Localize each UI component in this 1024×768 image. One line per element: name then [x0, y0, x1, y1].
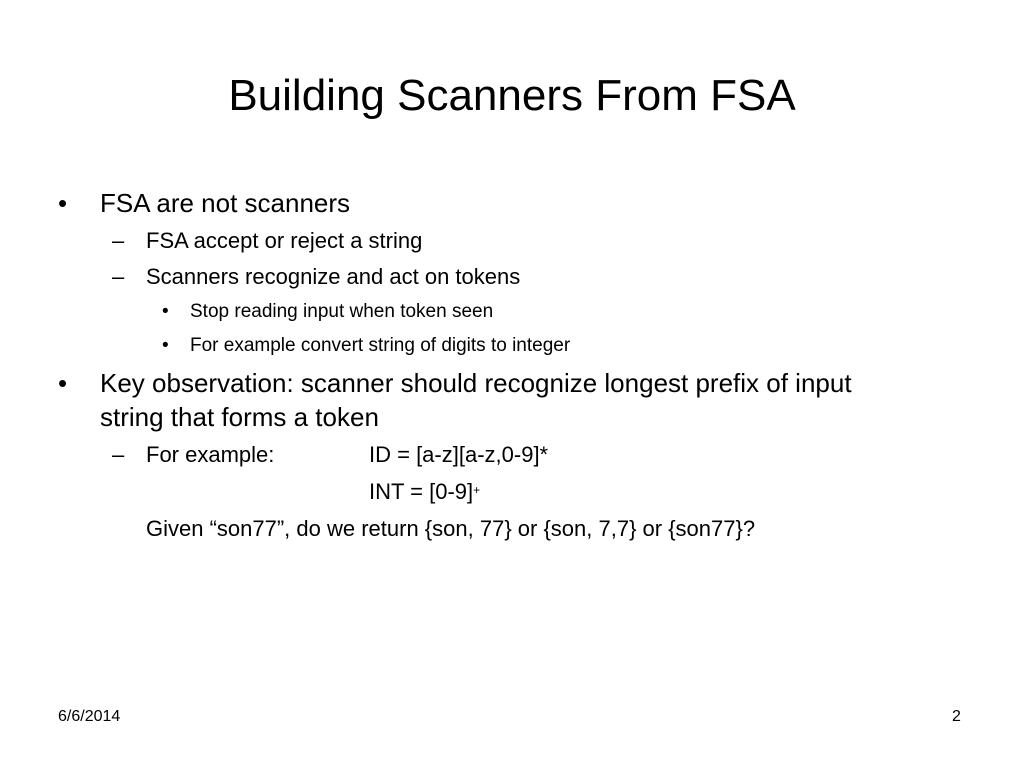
bullet-text-line-2: string that forms a token: [100, 402, 379, 432]
bullet-text: FSA are not scanners: [100, 188, 351, 218]
dash-marker: –: [112, 264, 125, 289]
sub-bullet-text: FSA accept or reject a string: [146, 228, 423, 253]
footer-page-number: 2: [952, 708, 961, 725]
bullet-marker: •: [58, 368, 68, 398]
int-rule-superscript: +: [473, 483, 481, 497]
dash-marker: –: [112, 228, 125, 253]
footer-date: 6/6/2014: [58, 708, 121, 725]
dash-marker: –: [112, 442, 125, 467]
example-question: Given “son77”, do we return {son, 77} or {son, 7,7} or {son77}?: [146, 516, 756, 541]
bullet-text-line-1: Key observation: scanner should recognize longest prefix of input: [100, 368, 852, 398]
bullet-marker: •: [162, 301, 169, 322]
int-rule: [369, 478, 480, 506]
id-rule: ID = [a-z][a-z,0-9]*: [369, 442, 549, 467]
example-label: For example:: [146, 442, 275, 467]
sub-bullet-text: Scanners recognize and act on tokens: [146, 264, 521, 289]
bullet-marker: •: [58, 188, 68, 218]
bullet-marker: •: [162, 335, 169, 356]
sub-sub-bullet-text: For example convert string of digits to integer: [190, 335, 571, 356]
int-rule-text: INT = [0-9]: [369, 479, 474, 504]
slide-title: Building Scanners From FSA: [228, 71, 796, 120]
sub-sub-bullet-text: Stop reading input when token seen: [190, 301, 494, 322]
